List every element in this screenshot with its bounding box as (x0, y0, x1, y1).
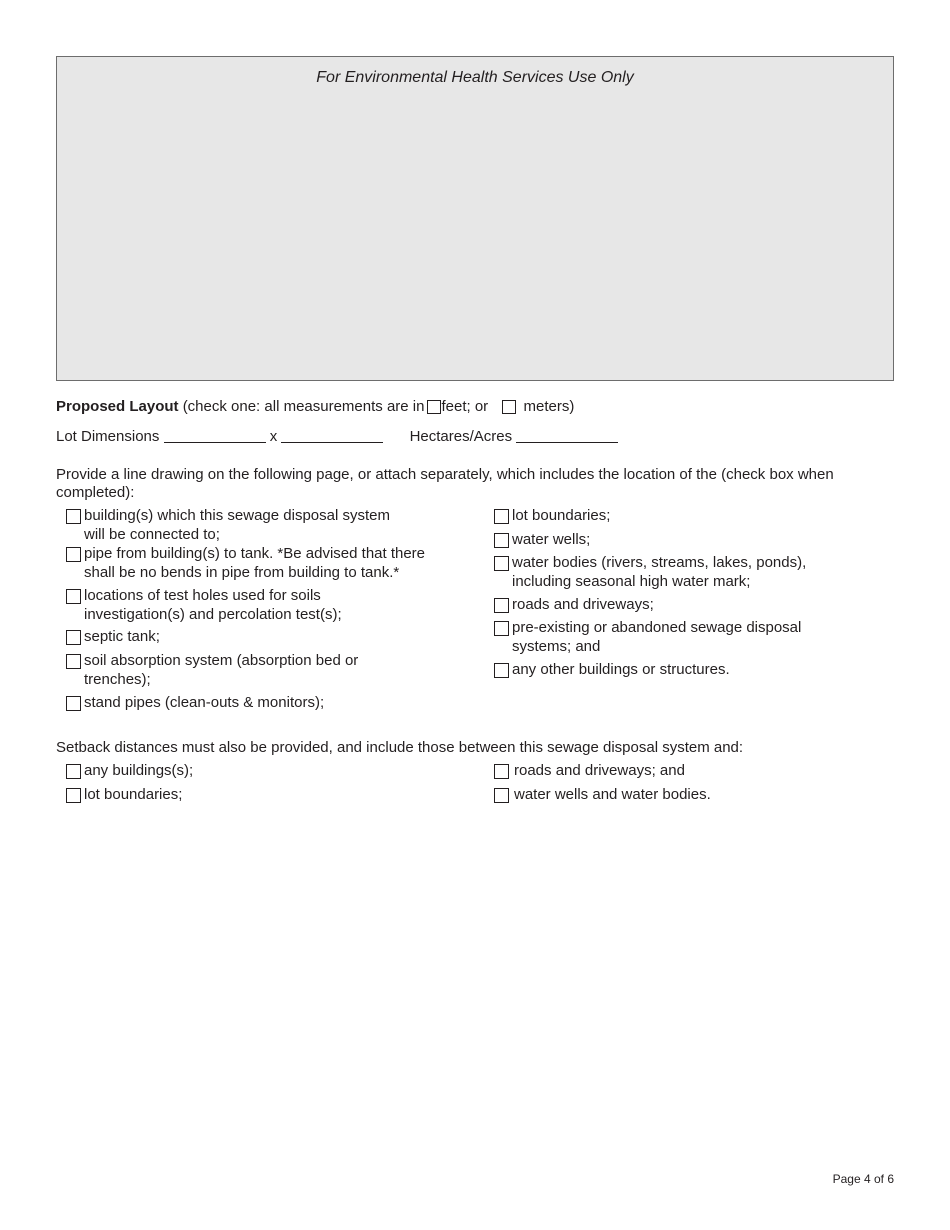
item-text: trenches); (84, 670, 151, 688)
meters-checkbox[interactable] (502, 400, 516, 414)
checkbox[interactable] (66, 547, 81, 562)
checkbox[interactable] (66, 509, 81, 524)
checkbox[interactable] (66, 788, 81, 803)
setback-instruction: Setback distances must also be provided, and include those between this sewage disposal system and: (56, 739, 744, 756)
lot-dimensions-label: Lot Dimensions (56, 428, 160, 445)
item-text: investigation(s) and percolation test(s); (84, 605, 342, 623)
item-text: lot boundaries; (84, 786, 183, 803)
checkbox[interactable] (494, 621, 509, 636)
item-text: roads and driveways; (512, 596, 654, 613)
checkbox[interactable] (494, 663, 509, 678)
item-text: building(s) which this sewage disposal system (84, 507, 390, 524)
checkbox[interactable] (494, 509, 509, 524)
item-text: shall be no bends in pipe from building to tank.* (84, 563, 400, 581)
item-text: locations of test holes used for soils (84, 587, 321, 604)
item-text: water wells and water bodies. (514, 786, 711, 803)
meters-label: meters) (523, 398, 575, 415)
office-use-caption: For Environmental Health Services Use Only (316, 69, 634, 86)
checkbox[interactable] (66, 764, 81, 779)
item-text: water wells; (512, 531, 591, 548)
item-text: will be connected to; (84, 525, 220, 543)
proposed-layout-instruction: (check one: all measurements are in (182, 398, 425, 415)
item-text: roads and driveways; and (514, 762, 685, 779)
checkbox[interactable] (494, 764, 509, 779)
feet-label: feet; or (441, 398, 489, 415)
checkbox[interactable] (66, 630, 81, 645)
item-text: including seasonal high water mark; (512, 572, 751, 590)
item-text: any other buildings or structures. (512, 661, 730, 678)
item-text: any buildings(s); (84, 762, 194, 779)
item-text: septic tank; (84, 628, 160, 645)
checkbox[interactable] (494, 598, 509, 613)
checkbox[interactable] (66, 696, 81, 711)
hectares-label: Hectares/Acres (409, 428, 513, 445)
lot-dimensions-x: x (269, 428, 278, 445)
lot-width-field[interactable] (281, 428, 383, 443)
checkbox[interactable] (494, 533, 509, 548)
page-number: Page 4 of 6 (832, 1172, 894, 1186)
item-text: pre-existing or abandoned sewage disposal (512, 619, 802, 636)
lot-length-field[interactable] (164, 428, 266, 443)
proposed-layout-row (56, 398, 574, 416)
checkbox[interactable] (66, 589, 81, 604)
feet-checkbox[interactable] (427, 400, 441, 414)
item-text: lot boundaries; (512, 507, 611, 524)
item-text: water bodies (rivers, streams, lakes, ponds), (512, 554, 807, 571)
item-text: soil absorption system (absorption bed or (84, 652, 359, 669)
item-text: stand pipes (clean-outs & monitors); (84, 694, 325, 711)
office-use-box (56, 56, 894, 381)
checkbox[interactable] (494, 788, 509, 803)
item-text: pipe from building(s) to tank. *Be advised that there (84, 545, 426, 562)
hectares-field[interactable] (516, 428, 618, 443)
checkbox[interactable] (66, 654, 81, 669)
lot-dimensions-row (56, 428, 618, 446)
drawing-instruction: Provide a line drawing on the following page, or attach separately, which includes the location of the (check box when completed): (56, 466, 834, 501)
checkbox[interactable] (494, 556, 509, 571)
proposed-layout-heading: Proposed Layout (56, 398, 179, 415)
item-text: systems; and (512, 637, 601, 655)
